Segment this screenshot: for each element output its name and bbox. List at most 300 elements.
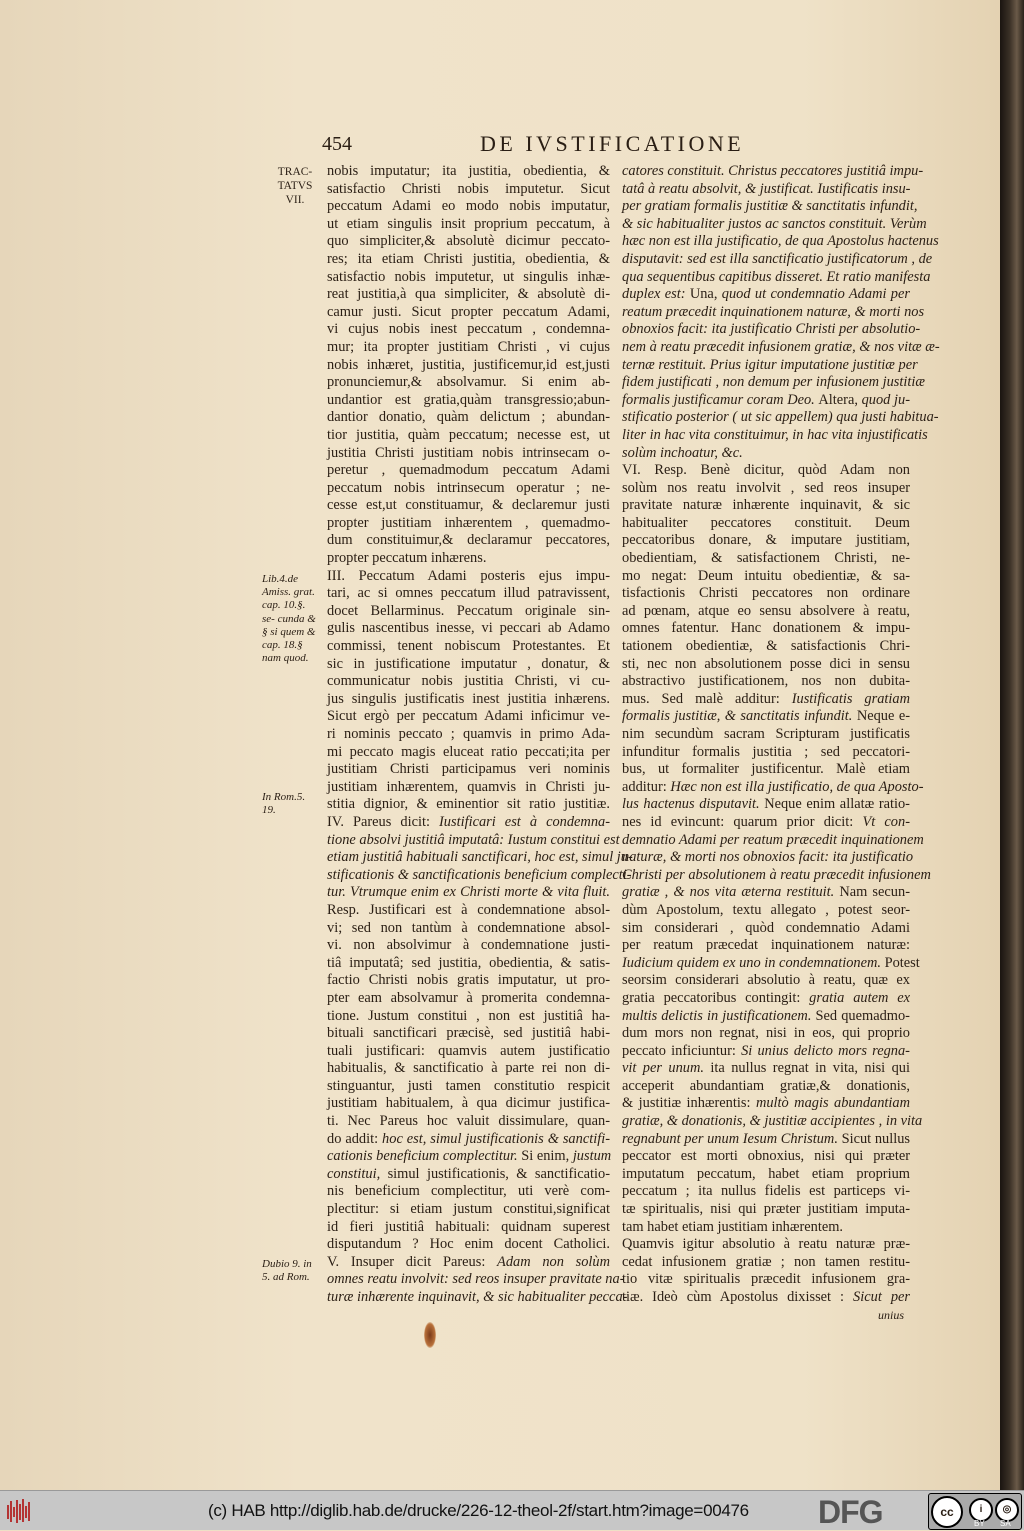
roman-text: III. Peccatum Adami posteris ejus impu- bbox=[327, 567, 610, 584]
text-line bbox=[622, 620, 910, 638]
roman-text: ita nullus regnat in vita, nisi qui bbox=[703, 1060, 910, 1077]
italic-text: Iudicium quidem ex uno in condemnationem. bbox=[622, 954, 881, 971]
text-line bbox=[327, 638, 610, 656]
roman-text: IV. Pareus dicit: bbox=[327, 813, 439, 830]
roman-text: Neque e- bbox=[852, 708, 910, 725]
roman-text: habitualiter peccatores constituit. Deum bbox=[622, 514, 910, 531]
italic-text: multis delictis in justificationem. bbox=[622, 1007, 812, 1024]
roman-text: ti. Nec Pareus hoc valuit dissimulare, quan- bbox=[327, 1113, 610, 1130]
roman-text: & justitiæ inhærentis: bbox=[622, 1095, 756, 1112]
text-line bbox=[327, 884, 610, 902]
text-line bbox=[622, 1166, 910, 1184]
italic-text: liter in hac vita constituimur, in hac vita injustificatis bbox=[622, 426, 928, 443]
roman-text: nobis imputatur; ita justitia, obedientia, & bbox=[327, 163, 610, 179]
text-line bbox=[327, 849, 633, 867]
roman-text: do addit: bbox=[327, 1130, 383, 1147]
roman-text: Resp. Justificari est à condemnatione absol- bbox=[327, 901, 610, 918]
text-line bbox=[622, 445, 910, 463]
ink-stain bbox=[424, 1322, 436, 1348]
text-line bbox=[622, 426, 928, 445]
italic-text: tione absolvi justitiâ imputatâ: Iustum constitui est bbox=[327, 831, 620, 848]
running-title: DE IVSTIFICATIONE bbox=[480, 131, 745, 156]
text-line bbox=[622, 1043, 910, 1061]
roman-text: peccatum ; ita nullus fidelis est particeps vi- bbox=[622, 1183, 910, 1200]
italic-text: stificatio posterior ( ut sic appellem) qua justi habitua- bbox=[622, 409, 939, 426]
roman-text: mus. Sed malè additur: bbox=[622, 690, 792, 707]
text-line bbox=[327, 427, 610, 445]
roman-text: Una, bbox=[689, 286, 722, 303]
text-line bbox=[327, 673, 610, 691]
roman-text: cedat infusionem gratiæ ; non tamen restitu- bbox=[622, 1253, 910, 1270]
roman-text: peretur , quemadmodum peccatum Adami bbox=[327, 462, 610, 479]
roman-text: peccatum Adami eo modo nobis imputatur, bbox=[327, 198, 610, 215]
text-line bbox=[622, 1236, 910, 1254]
roman-text: ut etiam singulis insit proprium peccatum, à bbox=[327, 215, 610, 232]
roman-text: acceperit abundantiam gratiæ,& donationis, bbox=[622, 1077, 910, 1094]
roman-text: ad pœnam, atque eo sensu absolvere à reatu, bbox=[622, 602, 910, 619]
text-line bbox=[622, 1131, 910, 1149]
text-line bbox=[622, 1254, 910, 1272]
attribution-icon: i bbox=[969, 1498, 993, 1522]
text-line bbox=[622, 286, 910, 304]
roman-text: justitiam inhærentem, quamvis in Christi ju- bbox=[327, 778, 610, 795]
italic-text: disputavit: sed est illa sanctificatio justificatorum , de bbox=[622, 250, 933, 267]
cc-license-badge[interactable] bbox=[928, 1493, 1022, 1530]
roman-text: plectitur: si etiam justum constitui,significat bbox=[327, 1201, 610, 1218]
text-line bbox=[327, 374, 610, 392]
roman-text: mur; ita propter justitiam Christi , vi cujus bbox=[327, 338, 610, 355]
text-line bbox=[622, 814, 910, 832]
text-line bbox=[622, 1289, 910, 1307]
italic-text: hæc non est illa justificatio, de qua Apostolus hactenus bbox=[622, 233, 939, 250]
text-line bbox=[327, 1008, 610, 1026]
margin-note-citation: In Rom.5. 19. bbox=[262, 791, 306, 817]
text-line bbox=[327, 955, 610, 973]
roman-text: cesse est,ut constituamur, & declaremur justi bbox=[327, 497, 610, 514]
text-line bbox=[622, 250, 933, 269]
roman-text: satisfactio nobis imputetur, ut singulis inhæ- bbox=[327, 268, 610, 285]
text-line bbox=[327, 990, 610, 1008]
roman-text: gulis nascentibus inesse, vi peccari ab Adamo bbox=[327, 620, 610, 637]
margin-note-tractatus: TRAC-TATVS VII. bbox=[277, 166, 313, 206]
italic-text: solùm inchoatur, &c. bbox=[622, 444, 743, 461]
roman-text: camur justi. Sicut propter peccatum Adami, bbox=[327, 303, 610, 320]
text-line bbox=[327, 866, 632, 885]
roman-text: V. Insuper dicit Pareus: bbox=[327, 1253, 498, 1270]
text-line bbox=[327, 1095, 610, 1113]
roman-text: habitualis, & sanctificatio à parte rei non di- bbox=[327, 1060, 610, 1077]
roman-text: mi peccato magis eluceat ratio peccati;ita per bbox=[327, 743, 610, 760]
text-line bbox=[622, 356, 918, 375]
text-line bbox=[327, 445, 610, 463]
italic-text: Iustificari est à condemna- bbox=[439, 813, 610, 830]
text-line bbox=[327, 392, 610, 410]
text-line bbox=[622, 497, 910, 515]
text-line bbox=[327, 1148, 610, 1166]
text-line bbox=[622, 1060, 910, 1078]
roman-text: mo negat: Deum intuitu obedientiæ, & sa- bbox=[622, 567, 910, 584]
italic-text: constitui, bbox=[327, 1165, 381, 1182]
text-line bbox=[327, 972, 610, 990]
text-line bbox=[622, 708, 910, 726]
italic-text: obnoxios facit: ita justificatio Christi per absolutio- bbox=[622, 321, 921, 338]
italic-text: Vt con- bbox=[862, 813, 910, 830]
roman-text: peccatoribus donare, & imputare justitiam, bbox=[622, 532, 910, 549]
text-column-left bbox=[327, 163, 633, 1307]
italic-text: hoc est, simul justificationis & sanctifi- bbox=[382, 1130, 610, 1147]
italic-text: demnatio Adami per reatum præcedit inquinationem bbox=[622, 831, 924, 848]
text-line bbox=[622, 374, 925, 392]
italic-text: per gratiam formalis justitiæ & sanctitatis infundit, bbox=[622, 198, 918, 215]
italic-text: turæ inhærente inquinavit, & sic habitualiter pecca- bbox=[327, 1289, 628, 1305]
text-line bbox=[622, 1113, 923, 1131]
roman-text: nes id evincunt: quarum prior dicit: bbox=[622, 813, 863, 830]
roman-text: dum mors non regnat, nisi in eos, qui proprio bbox=[622, 1025, 910, 1042]
catchword: unius bbox=[878, 1308, 905, 1322]
italic-text: Sicut per bbox=[853, 1289, 910, 1305]
text-line bbox=[327, 585, 610, 603]
text-line bbox=[327, 1131, 610, 1149]
roman-text: disputandum ? Hoc enim docent Catholici. bbox=[327, 1236, 610, 1253]
roman-text: tiâ imputatâ; sed justitia, obedientia, & satis- bbox=[327, 954, 610, 971]
text-line bbox=[327, 779, 610, 797]
roman-text: justitiam Christi participamus veri nominis bbox=[327, 761, 610, 778]
italic-text: tatâ à reatu absolvit, & justificat. Iustificatis insu- bbox=[622, 180, 911, 197]
roman-text: tione. Justum constitui , non est justitiâ ha- bbox=[327, 1007, 610, 1024]
roman-text: Sed quemadmo- bbox=[811, 1007, 910, 1024]
text-line bbox=[327, 1271, 625, 1289]
roman-text: undantior est gratia,quàm transgressio;abun- bbox=[327, 391, 610, 408]
italic-text: Christi per absolutionem à reatu præcedit infusionem bbox=[622, 866, 931, 883]
roman-text: per reatum præcedat inquinationem naturæ: bbox=[622, 937, 910, 954]
italic-text: fidem justificati , non demum per infusionem justitiæ bbox=[622, 374, 925, 391]
roman-text: stinguantur, justi tamen constitutio respicit bbox=[327, 1077, 610, 1094]
roman-text: reat justitia,à qua simpliciter, & absolutè di- bbox=[327, 286, 610, 303]
italic-text: qua sequentibus capitibus disseret. Et ratio manifesta bbox=[622, 268, 931, 285]
text-line bbox=[327, 251, 610, 269]
text-line bbox=[622, 902, 910, 920]
text-line bbox=[622, 338, 940, 357]
text-line bbox=[622, 990, 910, 1008]
roman-text: nobis inhæret, justitia, justificemur,id est,justi bbox=[327, 356, 610, 373]
italic-text: lus hactenus disputavit. bbox=[622, 796, 760, 813]
roman-text: justitia Christi justitiam nobis intrinsecam o- bbox=[327, 444, 610, 461]
italic-text: tur. Vtrumque enim ex Christi morte & vita fluit. bbox=[327, 884, 610, 901]
italic-text: gratia autem ex bbox=[809, 989, 910, 1006]
text-line bbox=[622, 972, 910, 990]
text-line bbox=[622, 392, 910, 410]
roman-text: Quamvis igitur absolutio à reatu naturæ præ- bbox=[622, 1236, 910, 1253]
italic-text: Iustificatis gratiam bbox=[791, 690, 910, 707]
text-line bbox=[327, 1043, 610, 1061]
text-line bbox=[622, 849, 914, 867]
roman-text: vi cujus nobis inest peccatum , condemna- bbox=[327, 321, 610, 338]
italic-text: Adam non solùm bbox=[497, 1253, 610, 1270]
italic-text: & sic habitualiter justos ac sanctos constituit. Verùm bbox=[622, 215, 927, 232]
text-line bbox=[327, 163, 610, 181]
text-line bbox=[622, 303, 925, 322]
italic-text: stificationis & sanctificationis beneficium complecti- bbox=[327, 866, 632, 883]
text-line bbox=[622, 550, 910, 568]
license-by: BY bbox=[974, 1519, 985, 1528]
text-line bbox=[622, 568, 910, 586]
text-line bbox=[622, 673, 910, 691]
italic-text: nem à reatu præcedit infusionem gratiæ, & nos vitæ æ- bbox=[622, 338, 940, 355]
text-line bbox=[622, 796, 910, 814]
text-line bbox=[622, 1201, 910, 1219]
text-line bbox=[327, 814, 610, 832]
text-line bbox=[622, 409, 939, 427]
roman-text: infunditur formalis justitia ; sed peccatori- bbox=[622, 743, 910, 760]
roman-text: VI. Resp. Benè dicitur, quòd Adam non bbox=[622, 462, 910, 479]
text-line bbox=[327, 286, 610, 304]
roman-text: propter peccatum inhærens. bbox=[327, 550, 487, 567]
text-line bbox=[622, 884, 910, 902]
roman-text: docet Bellarminus. Peccatum originale sin- bbox=[327, 602, 610, 619]
roman-text: tari, ac si omnes peccatum illud patravissent, bbox=[327, 585, 610, 602]
text-line bbox=[327, 1183, 610, 1201]
text-line bbox=[622, 866, 931, 885]
text-line bbox=[622, 778, 924, 797]
text-line bbox=[327, 480, 610, 498]
roman-text: Nam secun- bbox=[834, 884, 910, 901]
text-line bbox=[622, 480, 910, 498]
italic-text: multò magis abundantiam bbox=[755, 1095, 910, 1112]
roman-text: pravitate naturæ inhærente inquinavit, & sic bbox=[622, 497, 910, 514]
roman-text: propter justitiam inhærentem , quemadmo- bbox=[327, 514, 610, 531]
roman-text: bus, ut formaliter justificentur. Malè etiam bbox=[622, 761, 910, 778]
text-line bbox=[327, 1289, 628, 1307]
license-sa: SA bbox=[1000, 1519, 1011, 1528]
italic-text: catores constituit. Christus peccatores justitiâ impu- bbox=[622, 163, 924, 179]
text-line bbox=[327, 1201, 610, 1219]
text-line bbox=[622, 268, 931, 287]
text-line bbox=[622, 163, 924, 181]
italic-text: etiam justitiâ habituali sanctificari, hoc est, simul ju- bbox=[327, 849, 633, 866]
roman-text: peccato inficiuntur: bbox=[622, 1042, 742, 1059]
margin-note-citation: Lib.4.de Amiss. grat. cap. 10.§. se- cunda & § si quem & cap. 18.§ nam quod. bbox=[262, 573, 316, 665]
text-line bbox=[327, 1025, 610, 1043]
roman-text: Potest bbox=[880, 954, 920, 971]
text-line bbox=[622, 1183, 910, 1201]
text-line bbox=[327, 497, 610, 515]
text-line bbox=[622, 181, 910, 199]
text-line bbox=[327, 603, 610, 621]
share-alike-icon: ◎ bbox=[995, 1498, 1019, 1522]
text-line bbox=[327, 656, 610, 674]
text-line bbox=[622, 954, 920, 973]
italic-text: reatum præcedit inquinationem naturæ, & morti nos bbox=[622, 303, 925, 320]
roman-text: solùm nos reatu involvit , sed reos insuper bbox=[622, 479, 910, 496]
roman-text: stitia dignior, & eminentior sit ratio justitiæ. bbox=[327, 796, 610, 813]
italic-text: naturæ, & morti nos obnoxios facit: ita justificatio bbox=[622, 849, 914, 866]
italic-text: justum bbox=[572, 1148, 612, 1165]
roman-text: quo simpliciter,& absolutè dicimur peccato- bbox=[327, 233, 610, 250]
italic-text: cationis beneficium complectitur. bbox=[327, 1148, 518, 1165]
text-line bbox=[327, 708, 610, 726]
roman-text: pronunciemur,& absolvamur. Si enim ab- bbox=[327, 374, 610, 391]
text-line bbox=[327, 321, 610, 339]
roman-text: justitiam habitualem, à qua dicimur justifica- bbox=[327, 1095, 610, 1112]
text-line bbox=[622, 1219, 910, 1237]
roman-text: Neque enim allatæ ratio- bbox=[759, 796, 910, 813]
roman-text: vi. non absolvimur à condemnatione justi- bbox=[327, 937, 610, 954]
text-line bbox=[327, 462, 610, 480]
text-line bbox=[327, 532, 610, 550]
roman-text: Sicut ergò per peccatum Adami inficimur ve- bbox=[327, 708, 610, 725]
text-line bbox=[622, 198, 918, 216]
text-line bbox=[327, 920, 610, 938]
text-line bbox=[622, 1008, 910, 1026]
roman-text: sti, nec non absolutionem posse dici in sensu bbox=[622, 655, 910, 672]
text-line bbox=[327, 1166, 610, 1184]
roman-text: tæ spiritualis, nisi qui præter justitiam imputa- bbox=[622, 1201, 910, 1218]
text-line bbox=[327, 691, 610, 709]
text-line bbox=[622, 321, 921, 339]
roman-text: jus singulis justificatis inest justitia inhærens. bbox=[327, 690, 610, 707]
viewer-footer bbox=[0, 1490, 1024, 1530]
text-line bbox=[327, 1113, 610, 1131]
roman-text: factio Christi nobis gratis imputatur, ut pro- bbox=[327, 972, 610, 989]
hab-logo-icon bbox=[6, 1497, 32, 1524]
text-line bbox=[622, 638, 910, 656]
text-line bbox=[327, 620, 610, 638]
roman-text: Si enim, bbox=[517, 1148, 573, 1165]
text-line bbox=[622, 691, 910, 709]
italic-text: quod ut condemnatio Adami per bbox=[721, 286, 910, 303]
italic-text: ternæ restituit. Prius igitur imputatione justitiæ per bbox=[622, 356, 918, 373]
text-line bbox=[327, 902, 610, 920]
roman-text: bituali sanctificari præcisè, sed justitiâ habi- bbox=[327, 1025, 610, 1042]
text-line bbox=[622, 515, 910, 533]
text-line bbox=[327, 1219, 610, 1237]
text-line bbox=[622, 585, 910, 603]
roman-text: tior justitia, quàm peccatum; necesse est, ut bbox=[327, 426, 610, 443]
text-line bbox=[622, 1078, 910, 1096]
roman-text: tam habet etiam justitiam inhærentem. bbox=[622, 1218, 844, 1235]
roman-text: sic in justificatione imputatur , donatur, & bbox=[327, 655, 610, 672]
roman-text: nis beneficium complectitur, uti verè com- bbox=[327, 1183, 610, 1200]
text-line bbox=[327, 550, 610, 568]
roman-text: satisfactio Christi nobis imputetur. Sicut bbox=[327, 180, 610, 197]
italic-text: Si unius delicto mors regna- bbox=[741, 1042, 910, 1059]
cc-icon: cc bbox=[931, 1496, 963, 1528]
text-line bbox=[327, 216, 610, 234]
text-line bbox=[327, 233, 610, 251]
roman-text: dum constituimur,& declaramur peccatores, bbox=[327, 532, 610, 549]
roman-text: communicatur nobis justitia Christi, vi cu- bbox=[327, 673, 610, 690]
text-line bbox=[327, 761, 610, 779]
text-line bbox=[327, 409, 610, 427]
roman-text: vi; sed non tantùm à condemnatione absol- bbox=[327, 919, 610, 936]
text-line bbox=[327, 1254, 610, 1272]
text-line bbox=[622, 920, 910, 938]
italic-text: gratiæ , & nos vita æterna restituit. bbox=[622, 884, 835, 901]
italic-text: omnes reatu involvit: sed reos insuper pravitate na- bbox=[327, 1271, 625, 1288]
text-line bbox=[327, 726, 610, 744]
text-column-right bbox=[622, 163, 940, 1307]
text-line bbox=[622, 233, 939, 251]
roman-text: peccatum nobis intrinsecum operatur ; ne- bbox=[327, 479, 610, 496]
text-line bbox=[327, 339, 610, 357]
roman-text: tuali justificari: quamvis autem justificatio bbox=[327, 1042, 610, 1059]
text-line bbox=[327, 515, 610, 533]
roman-text: id fieri justitiâ habituali: quidnam superest bbox=[327, 1218, 610, 1235]
roman-text: additur: bbox=[622, 778, 671, 795]
roman-text: seorsim considerari absolutio à reatu, quæ ex bbox=[622, 972, 910, 989]
roman-text: imputatum peccatum, habet etiam proprium bbox=[622, 1165, 910, 1182]
text-line bbox=[327, 181, 610, 199]
text-line bbox=[327, 744, 610, 762]
italic-text: vit per unum. bbox=[622, 1060, 704, 1077]
roman-text: omnes fatentur. Hanc donationem & impu- bbox=[622, 620, 910, 637]
book-edge bbox=[1000, 0, 1024, 1490]
text-line bbox=[327, 831, 620, 850]
roman-text: peccator est morti obnoxius, nisi qui præter bbox=[622, 1148, 910, 1165]
roman-text: tationem obedientiæ, & satisfactionis Chri- bbox=[622, 638, 910, 655]
roman-text: ri nominis peccato ; quamvis in primo Ada- bbox=[327, 726, 610, 742]
text-line bbox=[327, 269, 610, 287]
italic-text: formalis justificamur coram Deo. bbox=[622, 391, 819, 408]
text-line bbox=[327, 1060, 610, 1078]
text-line bbox=[622, 831, 924, 850]
dfg-logo: DFG bbox=[818, 1494, 883, 1530]
text-line bbox=[622, 761, 910, 779]
roman-text: tisfactionis Christi peccatores non ordinare bbox=[622, 585, 910, 602]
roman-text: Altera, bbox=[818, 391, 862, 408]
roman-text: abstractivo justificationem, nos non dubita- bbox=[622, 673, 910, 690]
italic-text: regnabunt per unum Iesum Christum. bbox=[622, 1130, 838, 1147]
italic-text: duplex est: bbox=[622, 286, 690, 303]
roman-text: nim secundùm sacram Scripturam justificatis bbox=[622, 726, 910, 742]
text-line bbox=[622, 1148, 910, 1166]
text-line bbox=[327, 198, 610, 216]
roman-text: pter eam absolvamur à promerita condemna- bbox=[327, 989, 610, 1006]
text-line bbox=[622, 603, 910, 621]
text-line bbox=[622, 1025, 910, 1043]
text-line bbox=[327, 357, 610, 375]
roman-text: res; ita etiam Christi justitia, obedientia, & bbox=[327, 250, 610, 267]
text-line bbox=[622, 656, 910, 674]
text-line bbox=[622, 937, 910, 955]
text-line bbox=[327, 1236, 610, 1254]
text-line bbox=[622, 215, 927, 234]
text-line bbox=[622, 532, 910, 550]
text-line bbox=[327, 1078, 610, 1096]
roman-text: commissi, tenent nobiscum Protestantes. Et bbox=[327, 638, 610, 655]
roman-text: simul justificationis, & sanctificatio- bbox=[380, 1165, 610, 1182]
roman-text: Sicut nullus bbox=[837, 1130, 911, 1147]
roman-text: obedientiam, & satisfactionem Christi, ne- bbox=[622, 550, 910, 567]
text-line bbox=[622, 1095, 910, 1113]
roman-text: sim considerari , quòd condemnatio Adami bbox=[622, 919, 910, 936]
italic-text: formalis justitiæ, & sanctitatis infundit. bbox=[622, 708, 853, 725]
text-line bbox=[622, 744, 910, 762]
text-line bbox=[327, 568, 610, 586]
italic-text: quod ju- bbox=[861, 391, 910, 408]
page-number: 454 bbox=[322, 133, 352, 155]
margin-note-citation: Dubio 9. in 5. ad Rom. bbox=[262, 1258, 312, 1284]
text-line bbox=[327, 796, 610, 814]
text-line bbox=[327, 304, 610, 322]
roman-text: tiæ. Ideò cùm Apostolus dixisset : bbox=[622, 1289, 854, 1305]
italic-text: Hæc non est illa justificatio, de qua Aposto- bbox=[670, 778, 924, 795]
roman-text: dantior donatio, quàm delictum ; abundan- bbox=[327, 409, 610, 426]
text-line bbox=[622, 462, 910, 480]
roman-text: tio vitæ spiritualis præcedit infusionem gra- bbox=[622, 1271, 910, 1288]
text-line bbox=[327, 937, 610, 955]
copyright-link[interactable]: (c) HAB http://diglib.hab.de/drucke/226-12-theol-2f/start.htm?image=00476 bbox=[208, 1501, 749, 1520]
